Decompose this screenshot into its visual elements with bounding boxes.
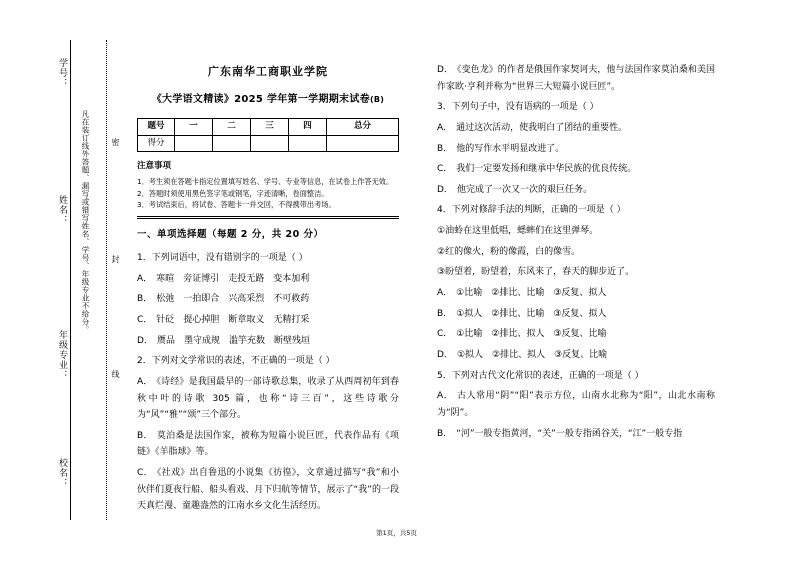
binding-margin (18, 40, 130, 520)
question-option[interactable] (437, 141, 715, 158)
option-part: ③反复、拟人 (553, 288, 607, 299)
question-stem (137, 353, 399, 370)
question-option[interactable] (437, 62, 715, 95)
question-number: 5． (437, 370, 452, 381)
question-stem (437, 99, 715, 116)
question-text: 下列对文学常识的表述，不正确的一项是（ ） (151, 356, 335, 367)
score-col-2: 二 (213, 118, 251, 135)
note-item: 2．答题时须使用黑色签字笔或钢笔，字迹清晰，卷面整洁。 (137, 188, 329, 198)
question-stem (137, 250, 399, 267)
option-label: A． (437, 391, 454, 402)
question-option[interactable] (137, 333, 399, 350)
option-word: 断壁残垣 (273, 335, 310, 346)
option-word: 提心掉胆 (183, 314, 220, 325)
option-word: 一拍即合 (183, 294, 220, 305)
question-text: 下列句子中，没有语病的一项是（ ） (451, 102, 599, 113)
option-word: 走投无路 (228, 273, 265, 284)
exam-title (137, 91, 399, 110)
question-option[interactable] (137, 465, 399, 515)
option-label: B． (437, 143, 453, 154)
option-part: ③反复、拟人 (553, 308, 607, 319)
option-label: D． (437, 65, 454, 75)
option-label: D． (437, 349, 453, 360)
question-number: 3． (437, 102, 452, 113)
option-label: C． (137, 468, 153, 479)
option-text: 《社戏》出自鲁迅的小说集《彷徨》，文章通过描写“我”和小伙伴们夏夜行船、船头看戏、月下归航等情节，展示了“我”的一段天真烂漫、童趣盎然的江南水乡文化生活经历。 (137, 468, 399, 512)
option-text: 古人常用“阴”“阳”表示方位，山南水北称为“阳”，山北水南称为“阴”。 (437, 391, 715, 418)
question-option[interactable] (437, 285, 715, 302)
option-label: C． (437, 329, 453, 340)
option-part: ③反复、比喻 (554, 349, 608, 360)
option-part: ①比喻 (456, 329, 483, 340)
option-part: ②排比、比喻 (491, 308, 545, 319)
option-text: 莫泊桑是法国作家，被称为短篇小说巨匠，代表作品有《项链》《羊脂球》等。 (137, 430, 399, 458)
question-number: 2． (137, 356, 152, 367)
page-footer (0, 528, 793, 537)
question-stem (437, 202, 715, 219)
option-label: C． (137, 314, 153, 325)
option-word: 赝品 (156, 335, 175, 346)
seal-char-feng: 封 (111, 255, 120, 263)
exam-version: (B) (369, 95, 385, 105)
question-sub-item: ②红的像火，粉的像霞，白的像雪。 (437, 246, 581, 257)
question-option[interactable] (437, 347, 715, 364)
option-text: “河”一般专指黄河，“关”一般专指函谷关，“江”一般专指 (456, 428, 683, 439)
section-divider (137, 216, 399, 220)
option-label: A． (137, 376, 153, 387)
option-part: ③反复、比喻 (553, 329, 607, 340)
question-stem (437, 368, 715, 385)
option-label: D． (437, 184, 453, 195)
notes-title: 注意事项 (137, 161, 172, 172)
option-part: ①拟人 (456, 308, 483, 319)
option-part: ②排比、比喻 (491, 288, 545, 299)
score-col-total: 总分 (327, 118, 399, 135)
score-table-header-row (138, 118, 399, 135)
score-value-1[interactable] (175, 135, 213, 152)
question-option[interactable] (437, 182, 715, 199)
option-text: 他的写作水平明显改进了。 (456, 143, 565, 154)
question-option[interactable] (137, 312, 399, 329)
question-option[interactable] (137, 291, 399, 308)
option-label: B． (137, 430, 153, 441)
score-table-row-label-2: 得分 (138, 135, 175, 152)
option-label: D． (137, 335, 153, 346)
option-word: 断章取义 (228, 314, 265, 325)
left-column (137, 62, 399, 519)
binding-warning-text: 凡在装订线外答题、漏写或错写姓名、学号、年级专业不给分。 (81, 110, 90, 334)
notes-list (137, 176, 399, 211)
option-text: 我们一定要发扬和继承中华民族的优良传统。 (456, 164, 637, 175)
question-text: 下列对古代文化常识的表述，正确的一项是（ ） (451, 370, 644, 381)
option-label: A． (437, 288, 453, 299)
question-number: 1． (137, 253, 152, 264)
question-option[interactable] (437, 161, 715, 178)
option-word: 滥竽充数 (228, 335, 265, 346)
score-value-3[interactable] (251, 135, 289, 152)
score-value-total[interactable] (327, 135, 399, 152)
field-class-major[interactable]: 年级专业： (57, 330, 67, 380)
option-part: ①拟人 (456, 349, 484, 360)
question-option[interactable] (137, 428, 399, 461)
field-school-name[interactable]: 校名： (57, 458, 67, 488)
option-label: B． (137, 294, 153, 305)
option-word: 墨守成规 (183, 335, 220, 346)
note-item: 1．考生须在答题卡指定位置填写姓名、学号、专业等信息，在试卷上作答无效。 (137, 177, 394, 186)
score-value-4[interactable] (289, 135, 327, 152)
question-option[interactable] (437, 426, 715, 443)
option-label: B． (437, 308, 453, 319)
question-option[interactable] (437, 306, 715, 323)
option-word: 针砭 (156, 314, 175, 325)
option-part: ②排比、拟人 (492, 349, 546, 360)
page-number: 第1页，共5页 (376, 529, 417, 537)
score-col-1: 一 (175, 118, 213, 135)
question-option[interactable] (437, 326, 715, 343)
question-text: 下列词语中，没有错别字的一项是（ ） (151, 253, 308, 264)
question-option[interactable] (437, 120, 715, 137)
score-table-value-row (138, 135, 399, 152)
field-student-id[interactable]: 学号： (57, 58, 67, 88)
option-part: ①比喻 (456, 288, 483, 299)
question-sub-item: ③盼望着，盼望着，东风来了，春天的脚步近了。 (437, 267, 635, 278)
question-sub-item: ①油蛉在这里低唱，蟋蟀们在这里弹琴。 (437, 226, 599, 237)
binding-solid-line (70, 40, 71, 520)
option-word: 寒暄 (156, 273, 175, 284)
option-label: A． (437, 122, 453, 133)
section-heading: 一、单项选择题（每题 2 分，共 20 分） (137, 229, 324, 241)
field-name[interactable]: 姓名： (57, 195, 67, 225)
option-word: 无精打采 (273, 314, 310, 325)
option-label: A． (137, 273, 153, 284)
score-table-row-label-1: 题号 (138, 118, 175, 135)
school-name-title: 广东南华工商职业学院 (208, 65, 328, 78)
score-table (137, 118, 399, 152)
option-word: 旁证博引 (183, 273, 220, 284)
option-word: 不可救药 (273, 294, 310, 305)
question-option[interactable] (137, 271, 399, 288)
exam-title-text: 《大学语文精读》2025 学年第一学期期末试卷 (151, 94, 370, 106)
option-label: B． (437, 428, 453, 439)
option-text: 《变色龙》的作者是俄国作家契诃夫，他与法国作家莫泊桑和美国作家欧·亨利并称为“世界三大短篇小说巨匠”。 (437, 65, 715, 92)
option-word: 兴高采烈 (228, 294, 265, 305)
option-text: 他完成了一次又一次的艰巨任务。 (456, 184, 592, 195)
binding-dotted-line (106, 40, 107, 520)
option-word: 松弛 (156, 294, 175, 305)
question-number: 4． (437, 205, 452, 216)
seal-char-mi: 密 (111, 138, 120, 146)
question-option[interactable] (437, 388, 715, 421)
option-part: ②排比、拟人 (491, 329, 545, 340)
option-text: 通过这次活动，使我明白了团结的重要性。 (456, 122, 628, 133)
seal-char-xian: 线 (111, 370, 120, 378)
option-label: C． (437, 164, 453, 175)
score-col-4: 四 (289, 118, 327, 135)
option-text: 《诗经》是我国最早的一部诗歌总集，收录了从西周初年到春秋中叶的诗歌 305 篇，也称“诗三百”，这些诗歌分为“风”“雅”“颂”三个部分。 (137, 376, 399, 421)
option-word: 变本加利 (273, 273, 310, 284)
score-value-2[interactable] (213, 135, 251, 152)
question-option[interactable] (137, 374, 399, 424)
question-text: 下列对修辞手法的判断，正确的一项是（ ） (451, 205, 626, 216)
note-item: 3．考试结束后，将试卷、答题卡一并交回，不得携带出考场。 (137, 200, 336, 210)
score-col-3: 三 (251, 118, 289, 135)
right-column (437, 62, 715, 446)
